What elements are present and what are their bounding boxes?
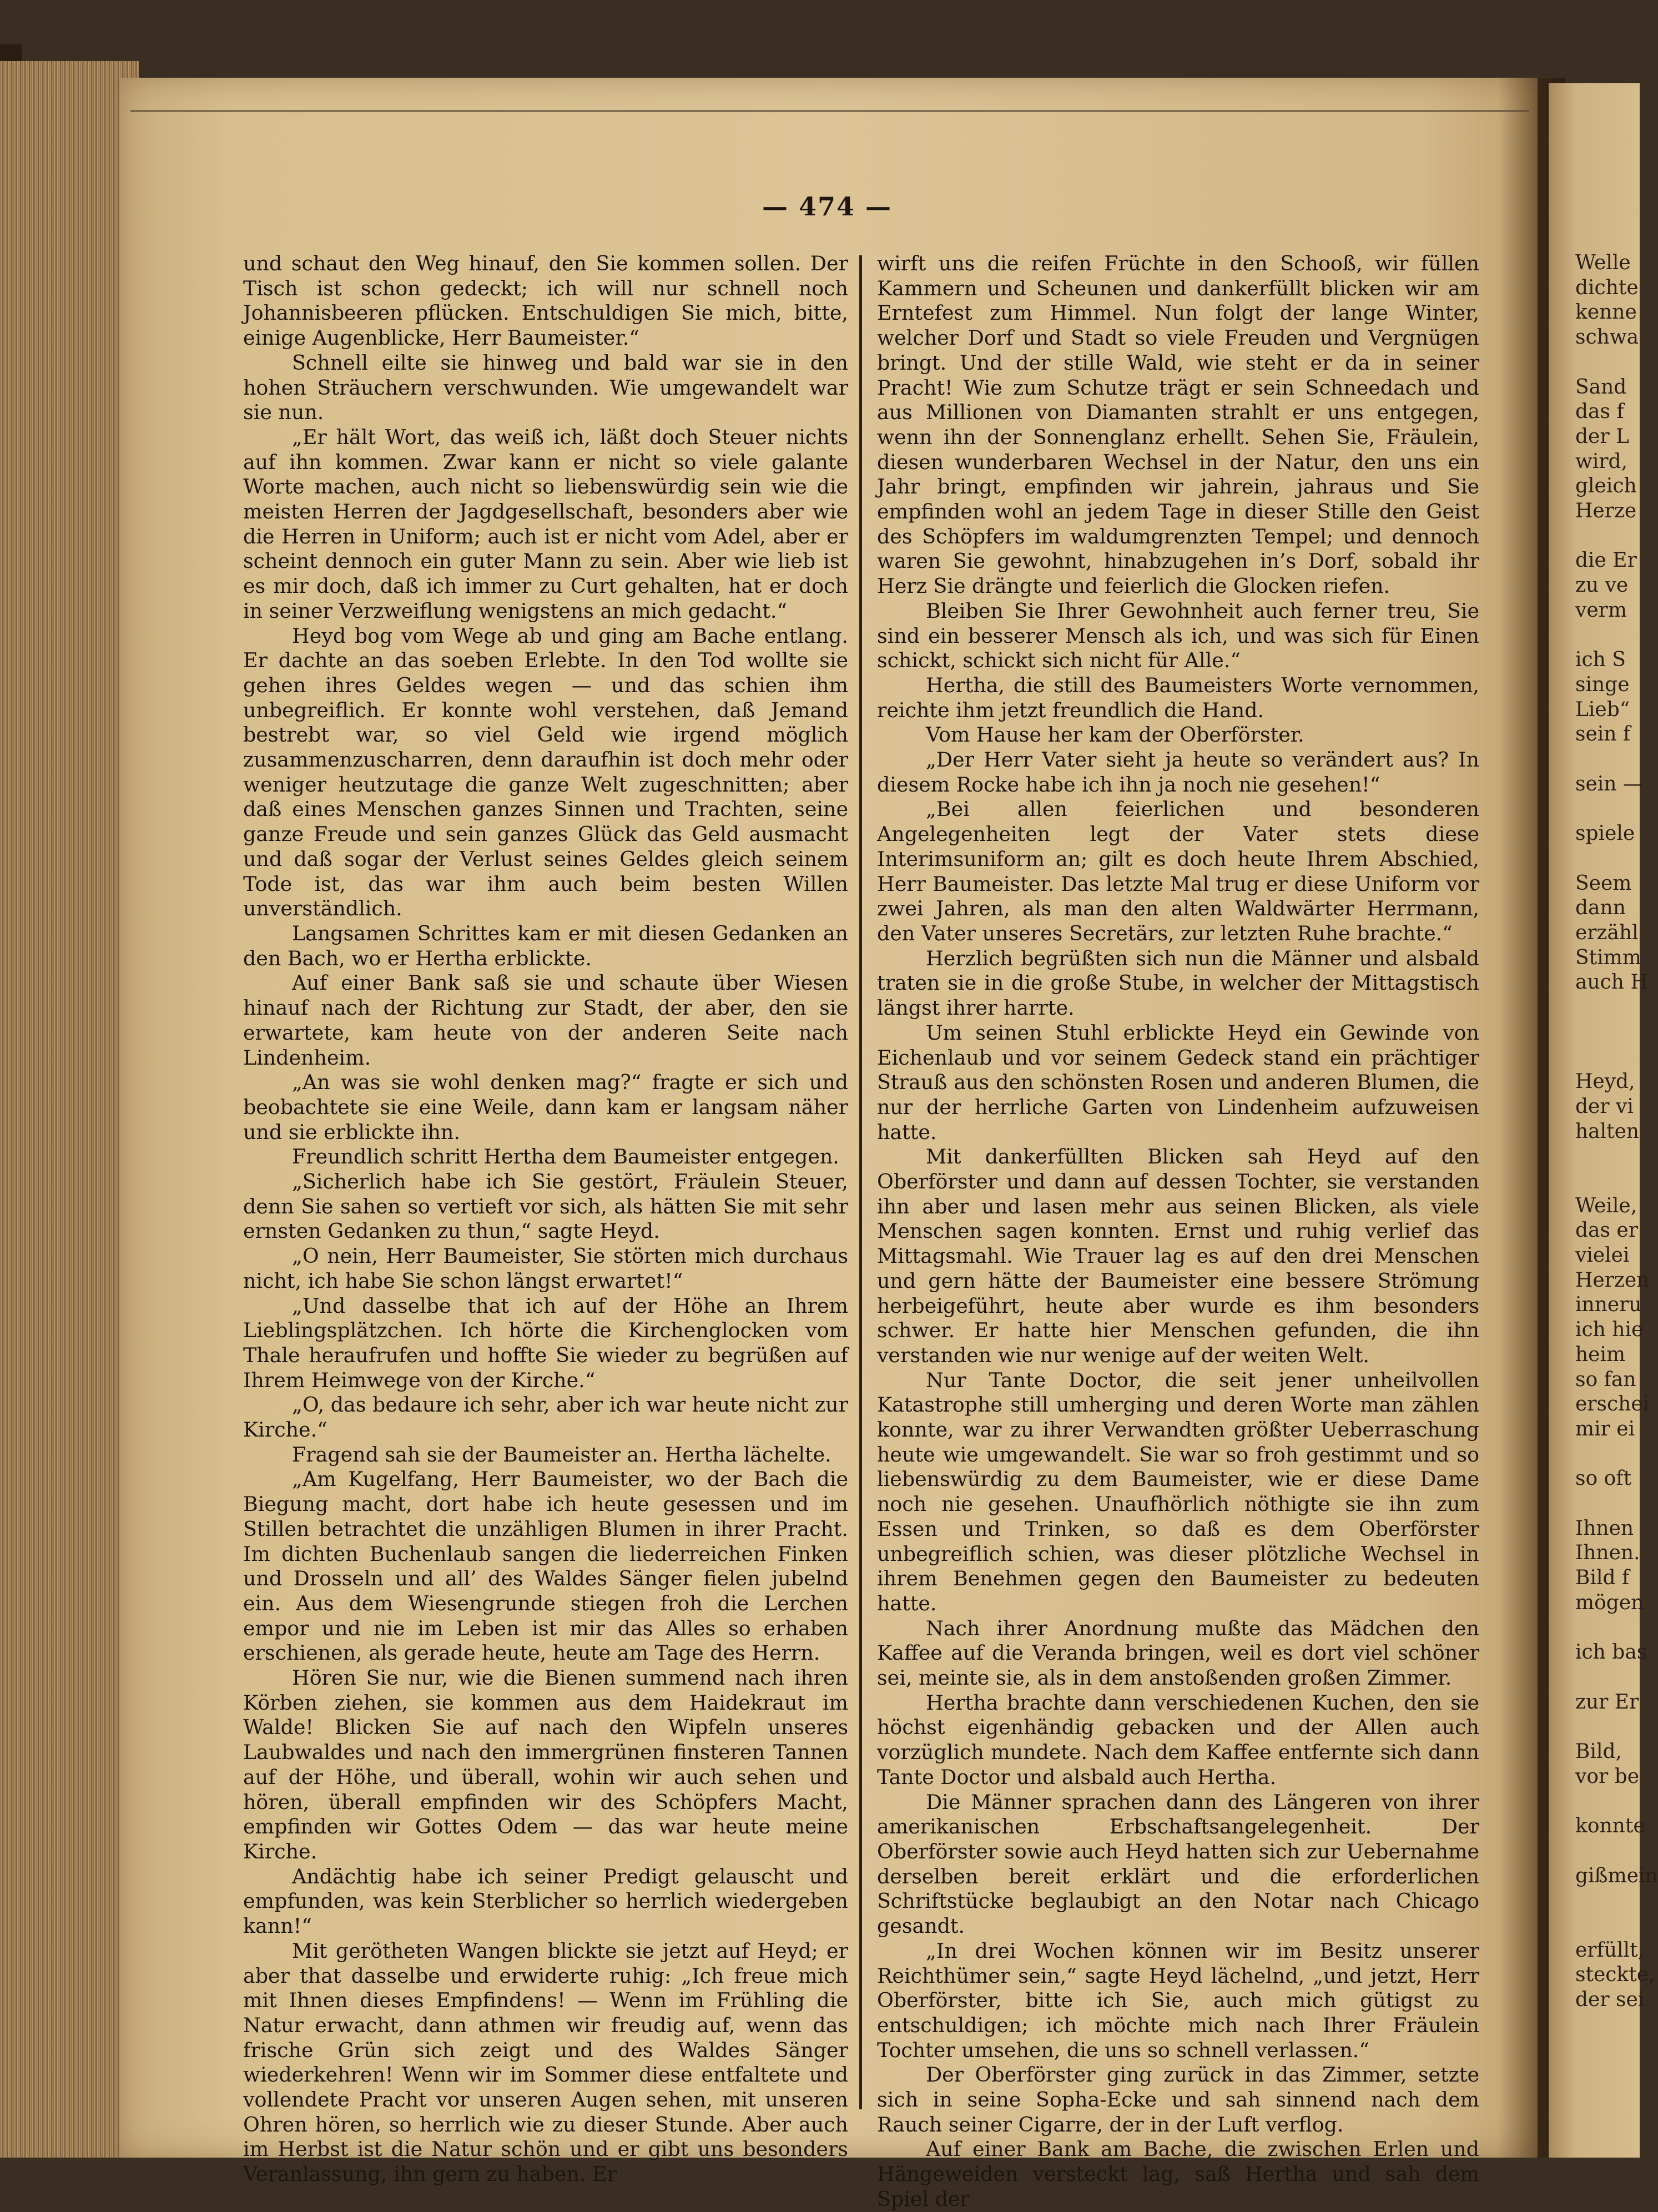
facing-page-line: die Er — [1575, 549, 1637, 572]
paragraph: Andächtig habe ich seiner Predigt gelauscht und empfunden, was kein Sterblicher so herrlich wiedergeben kann!“ — [243, 1864, 848, 1938]
paragraph: Vom Hause her kam der Oberförster. — [926, 723, 1304, 747]
paragraph: Fragend sah sie der Baumeister an. Hertha lächelte. — [292, 1442, 831, 1467]
facing-page-line: ich bas — [1575, 1641, 1647, 1664]
facing-page-line: halten — [1575, 1120, 1640, 1143]
paragraph: Freundlich schritt Hertha dem Baumeister entgegen. — [292, 1145, 839, 1169]
paragraph: Hören Sie nur, wie die Bienen summend nach ihren Körben ziehen, sie kommen aus dem Haidekraut im Walde! Blicken Sie auf nach den Wipfeln unseres Laubwaldes und nach den immergrünen finsteren Tannen auf der Höhe, und überall, wohin wir auch sehen und hören, überall empfinden wir des Schöpfers Macht, empfinden wir Gottes Odem — das war heute meine Kirche. — [243, 1666, 848, 1863]
paragraph: Die Männer sprachen dann des Längeren von ihrer amerikanischen Erbschaftsangelegenheit. Der Oberförster sowie auch Heyd hatten sich zur Uebernahme derselben bereit erklärt und die erforderlichen Schriftstücke beglaubigt an den Notar nach Chicago gesandt. — [877, 1790, 1479, 1938]
facing-page-line: vielei — [1575, 1244, 1630, 1267]
facing-page-line: zu ve — [1575, 574, 1629, 597]
page-number: — 474 — — [762, 192, 893, 221]
paragraph: Mit gerötheten Wangen blickte sie jetzt auf Heyd; er aber that dasselbe und erwiderte ruhig: „Ich freue mich mit Ihnen dieses Empfindens! — Wenn im Frühling die Natur erwacht, dann athmen wir freudig auf, wenn das frische Grün sich zeigt und des Waldes Sänger wiederkehren! Wenn wir im Sommer diese entfaltete und vollendete Pracht vor unseren Augen sehen, mit unseren Ohren hören, so herrlich wie zu dieser Stunde. Aber auch im Herbst ist die Natur schön und er gibt uns besonders Veranlassung, ihn gern zu haben. Er — [243, 1938, 848, 2186]
facing-page-line: verm — [1575, 598, 1627, 622]
facing-page-line: Seem — [1575, 871, 1632, 895]
facing-page-line: der L — [1575, 425, 1629, 448]
facing-page-line: so oft — [1575, 1467, 1632, 1490]
facing-page-line: inneru — [1575, 1293, 1642, 1317]
paragraph: „An was sie wohl denken mag?“ fragte er sich und beobachtete sie eine Weile, dann kam er langsam näher und sie erblickte ihn. — [243, 1070, 848, 1144]
facing-page-line: sein f — [1575, 723, 1631, 746]
paragraph: Herzlich begrüßten sich nun die Männer und alsbald traten sie in die große Stube, in welcher der Mittagstisch längst ihrer harrte. — [877, 946, 1479, 1020]
facing-page-line: auch H — [1575, 971, 1648, 994]
paragraph: „Bei allen feierlichen und besonderen Angelegenheiten legt der Vater stets diese Interimsuniform an; gilt es doch heute Ihrem Abschied, Herr Baumeister. Das letzte Mal trug er diese Uniform vor zwei Jahren, als man den alten Waldwärter Herrmann, den Vater unseres Secretärs, zur letzten Ruhe brachte.“ — [877, 797, 1479, 945]
paragraph: „Er hält Wort, das weiß ich, läßt doch Steuer nichts auf ihn kommen. Zwar kann er nicht so viele galante Worte machen, auch nicht so liebenswürdig sein wie die meisten Herren der Jagdgesellschaft, besonders aber wie die Herren in Uniform; auch ist er nicht vom Adel, aber er scheint dennoch ein guter Mann zu sein. Aber wie lieb ist es mir doch, daß ich immer zu Curt gehalten, hat er doch in seiner Verzweiflung wenigstens an mich gedacht.“ — [243, 425, 848, 623]
facing-page-line: der vi — [1575, 1095, 1634, 1118]
facing-page-line: steckte, — [1575, 1963, 1655, 1987]
paragraph: „In drei Wochen können wir im Besitz unserer Reichthümer sein,“ sagte Heyd lächelnd, „und jetzt, Herr Oberförster, bitte ich Sie, auch mich gütigst zu entschuldigen; ich möchte mich nach Ihrer Fräulein Tochter umsehen, die uns so schnell verlassen.“ — [877, 1938, 1479, 2062]
paragraph: „Und dasselbe that ich auf der Höhe an Ihrem Lieblingsplätzchen. Ich hörte die Kirchenglocken vom Thale heraufrufen und hoffte Sie wieder zu begrüßen auf Ihrem Heimwege von der Kirche.“ — [243, 1293, 848, 1392]
facing-page-line: ich hie — [1575, 1318, 1644, 1342]
facing-page-line: das er — [1575, 1219, 1638, 1242]
facing-page-line: erschei — [1575, 1393, 1650, 1416]
facing-page-line: Ihnen — [1575, 1516, 1634, 1540]
facing-page-line: wird, — [1575, 450, 1628, 473]
paragraph: Mit dankerfüllten Blicken sah Heyd auf den Oberförster und dann auf dessen Tochter, sie verstanden ihn aber und lasen mehr aus seinen Blicken, als viele Menschen sagen konnten. Ernst und ruhig verlief das Mittagsmahl. Wie Trauer lag es auf den drei Menschen und gern hätte der Baumeister eine bessere Strömung herbeigeführt, heute aber wurde es ihm besonders schwer. Er hatte hier Menschen gefunden, die ihn verstanden wie nur wenige auf der weiten Welt. — [877, 1145, 1479, 1367]
facing-page-line: Lieb“ — [1575, 698, 1630, 721]
paragraph: Heyd bog vom Wege ab und ging am Bache entlang. Er dachte an das soeben Erlebte. In den Tod wollte sie gehen ihres Geldes wegen — und das schien ihm unbegreiflich. Er konnte wohl verstehen, daß Jemand bestrebt war, so viel Geld wie irgend möglich zusammenzuscharren, denn daraufhin ist doch mehr oder weniger heutzutage die ganze Welt zugeschnitten; aber daß eines Menschen ganzes Sinnen und Trachten, seine ganze Freude und sein ganzes Glück das Geld ausmacht und daß sogar der Verlust seines Geldes gleich seinem Tode ist, das war ihm auch beim besten Willen unverständlich. — [243, 623, 848, 921]
facing-page-line: Sand — [1575, 375, 1627, 399]
paragraph: Der Oberförster ging zurück in das Zimmer, setzte sich in seine Sopha-Ecke und sah sinnend nach dem Rauch seiner Cigarre, der in der Luft verflog. — [877, 2063, 1479, 2137]
paragraph: Bleiben Sie Ihrer Gewohnheit auch ferner treu, Sie sind ein besserer Mensch als ich, und was sich für Einen schickt, schickt sich nicht für Alle.“ — [877, 598, 1479, 673]
facing-page-line: Ihnen. — [1575, 1541, 1640, 1565]
paragraph: Hertha brachte dann verschiedenen Kuchen, den sie höchst eigenhändig gebacken und der Allen auch vorzüglich mundete. Nach dem Kaffee entfernte sich dann Tante Doctor und alsbald auch Hertha. — [877, 1690, 1479, 1789]
facing-page-line: sein — — [1575, 772, 1643, 795]
paragraph: Um seinen Stuhl erblickte Heyd ein Gewinde von Eichenlaub und vor seinem Gedeck stand ein prächtiger Strauß aus den schönsten Rosen und anderen Blumen, die nur der herrliche Garten von Lindenheim aufzuweisen hatte. — [877, 1020, 1479, 1144]
paragraph: „Am Kugelfang, Herr Baumeister, wo der Bach die Biegung macht, dort habe ich heute gesessen und im Stillen betrachtet die unzähligen Blumen in ihrer Pracht. Im dichten Buchenlaub sangen die liederreichen Finken und Drosseln und all’ des Waldes Sänger fielen jubelnd ein. Aus dem Wiesengrunde stiegen froh die Lerchen empor und nie im Leben ist mir das Alles so erhaben erschienen, als gerade heute, heute am Tage des Herrn. — [243, 1467, 848, 1665]
paragraph: Nach ihrer Anordnung mußte das Mädchen den Kaffee auf die Veranda bringen, weil es dort viel schöner sei, meinte sie, als in dem anstoßenden großen Zimmer. — [877, 1616, 1479, 1690]
facing-page-line: konnte — [1575, 1815, 1645, 1838]
column-divider — [859, 255, 862, 2109]
paragraph: wirft uns die reifen Früchte in den Schooß, wir füllen Kammern und Scheunen und dankerfüllt blicken wir am Erntefest zum Himmel. Nun folgt der lange Winter, welcher Dorf und Stadt so viele Freuden und Vergnügen bringt. Und der stille Wald, wie steht er da in seiner Pracht! Wie zum Schutze trägt er sein Schneedach und aus Millionen von Diamanten strahlt er uns entgegen, wenn ihn der Sonnenglanz erhellt. Sehen Sie, Fräulein, diesen wunderbaren Wechsel in der Natur, den uns ein Jahr bringt, empfinden wir jahrein, jahraus und Sie empfinden wohl an jedem Tage in dieser Stille den Geist des Schöpfers im waldumgrenzten Tempel; und dennoch waren Sie gewohnt, hinabzugehen in’s Dorf, sobald ihr Herz Sie drängte und feierlich die Glocken riefen. — [877, 251, 1479, 598]
facing-page-line: mögen — [1575, 1591, 1644, 1614]
paragraph: Langsamen Schrittes kam er mit diesen Gedanken an den Bach, wo er Hertha erblickte. — [243, 921, 848, 970]
facing-page-line: dichte — [1575, 276, 1639, 299]
facing-page-line: gißmein — [1575, 1864, 1658, 1887]
facing-page-line: Stimm — [1575, 946, 1641, 969]
paragraph: Schnell eilte sie hinweg und bald war sie in den hohen Sträuchern verschwunden. Wie umgewandelt war sie nun. — [243, 350, 848, 425]
text-column-left — [243, 251, 848, 2186]
facing-page-line: Weile, — [1575, 1194, 1637, 1217]
paragraph: Auf einer Bank am Bache, die zwischen Erlen und Hängeweiden versteckt lag, saß Hertha und sah dem Spiel der — [877, 2137, 1479, 2211]
facing-page-line: Herzen — [1575, 1268, 1650, 1292]
facing-page-line: dann — [1575, 896, 1626, 920]
facing-page-line: kenne — [1575, 301, 1637, 324]
facing-page-line: Welle — [1575, 251, 1631, 274]
facing-page-line: Herze — [1575, 500, 1637, 522]
facing-page-line: ich S — [1575, 648, 1626, 672]
facing-page-line: heim — [1575, 1343, 1626, 1366]
paragraph: „Der Herr Vater sieht ja heute so verändert aus? In diesem Rocke habe ich ihn ja noch nie gesehen!“ — [877, 748, 1479, 797]
paragraph: „Sicherlich habe ich Sie gestört, Fräulein Steuer, denn Sie sahen so vertieft vor sich, als hätten Sie mit sehr ernsten Gedanken zu thun,“ sagte Heyd. — [243, 1170, 848, 1243]
facing-page-line: erfüllt, — [1575, 1938, 1644, 1962]
facing-page-line: erzähl — [1575, 921, 1639, 944]
paragraph: Hertha, die still des Baumeisters Worte vernommen, reichte ihm jetzt freundlich die Hand. — [877, 673, 1479, 722]
facing-page-line: spiele — [1575, 822, 1635, 845]
page-fore-edge — [0, 61, 139, 2158]
facing-page-line: das f — [1575, 400, 1624, 424]
facing-page-line: vor be — [1575, 1765, 1640, 1788]
facing-page-line: so fan — [1575, 1368, 1636, 1391]
paragraph: und schaut den Weg hinauf, den Sie kommen sollen. Der Tisch ist schon gedeckt; ich will nur schnell noch Johannisbeeren pflücken. Entschuldigen Sie mich, bitte, einige Augenblicke, Herr Baumeister.“ — [243, 251, 848, 350]
paragraph: „O, das bedaure ich sehr, aber ich war heute nicht zur Kirche.“ — [243, 1393, 848, 1442]
facing-page-line: schwa — [1575, 326, 1639, 349]
facing-page-line: mir ei — [1575, 1417, 1635, 1440]
facing-page-line: der sei — [1575, 1988, 1645, 2011]
header-rule — [130, 110, 1529, 112]
paragraph: Auf einer Bank saß sie und schaute über Wiesen hinauf nach der Richtung zur Stadt, der aber, den sie erwartete, kam heute von der anderen Seite nach Lindenheim. — [243, 971, 848, 1070]
facing-page-fragment — [1549, 83, 1658, 2158]
facing-page-line: zur Er — [1575, 1690, 1639, 1714]
facing-page-line: Bild f — [1575, 1566, 1630, 1590]
facing-page-line: Heyd, — [1575, 1070, 1635, 1094]
facing-page-line: Bild, — [1575, 1740, 1622, 1763]
text-column-right — [877, 251, 1479, 2211]
facing-page-line: singe — [1575, 673, 1630, 696]
paragraph: Nur Tante Doctor, die seit jener unheilvollen Katastrophe still umherging und deren Worte man zählen konnte, war zu ihrer Verwandten größter Ueberraschung heute wie umgewandelt. Sie war so froh gestimmt und so liebenswürdig zu dem Baumeister, wie er diese Dame noch nie gesehen. Unaufhörlich nöthigte sie ihn zum Essen und Trinken, so daß es dem Oberförster unbegreiflich schien, was dieser plötzliche Wechsel in ihrem Benehmen gegen den Baumeister zu bedeuten hatte. — [877, 1368, 1479, 1615]
facing-page-line: gleich — [1575, 475, 1637, 498]
paragraph: „O nein, Herr Baumeister, Sie störten mich durchaus nicht, ich habe Sie schon längst erwartet!“ — [243, 1244, 848, 1293]
